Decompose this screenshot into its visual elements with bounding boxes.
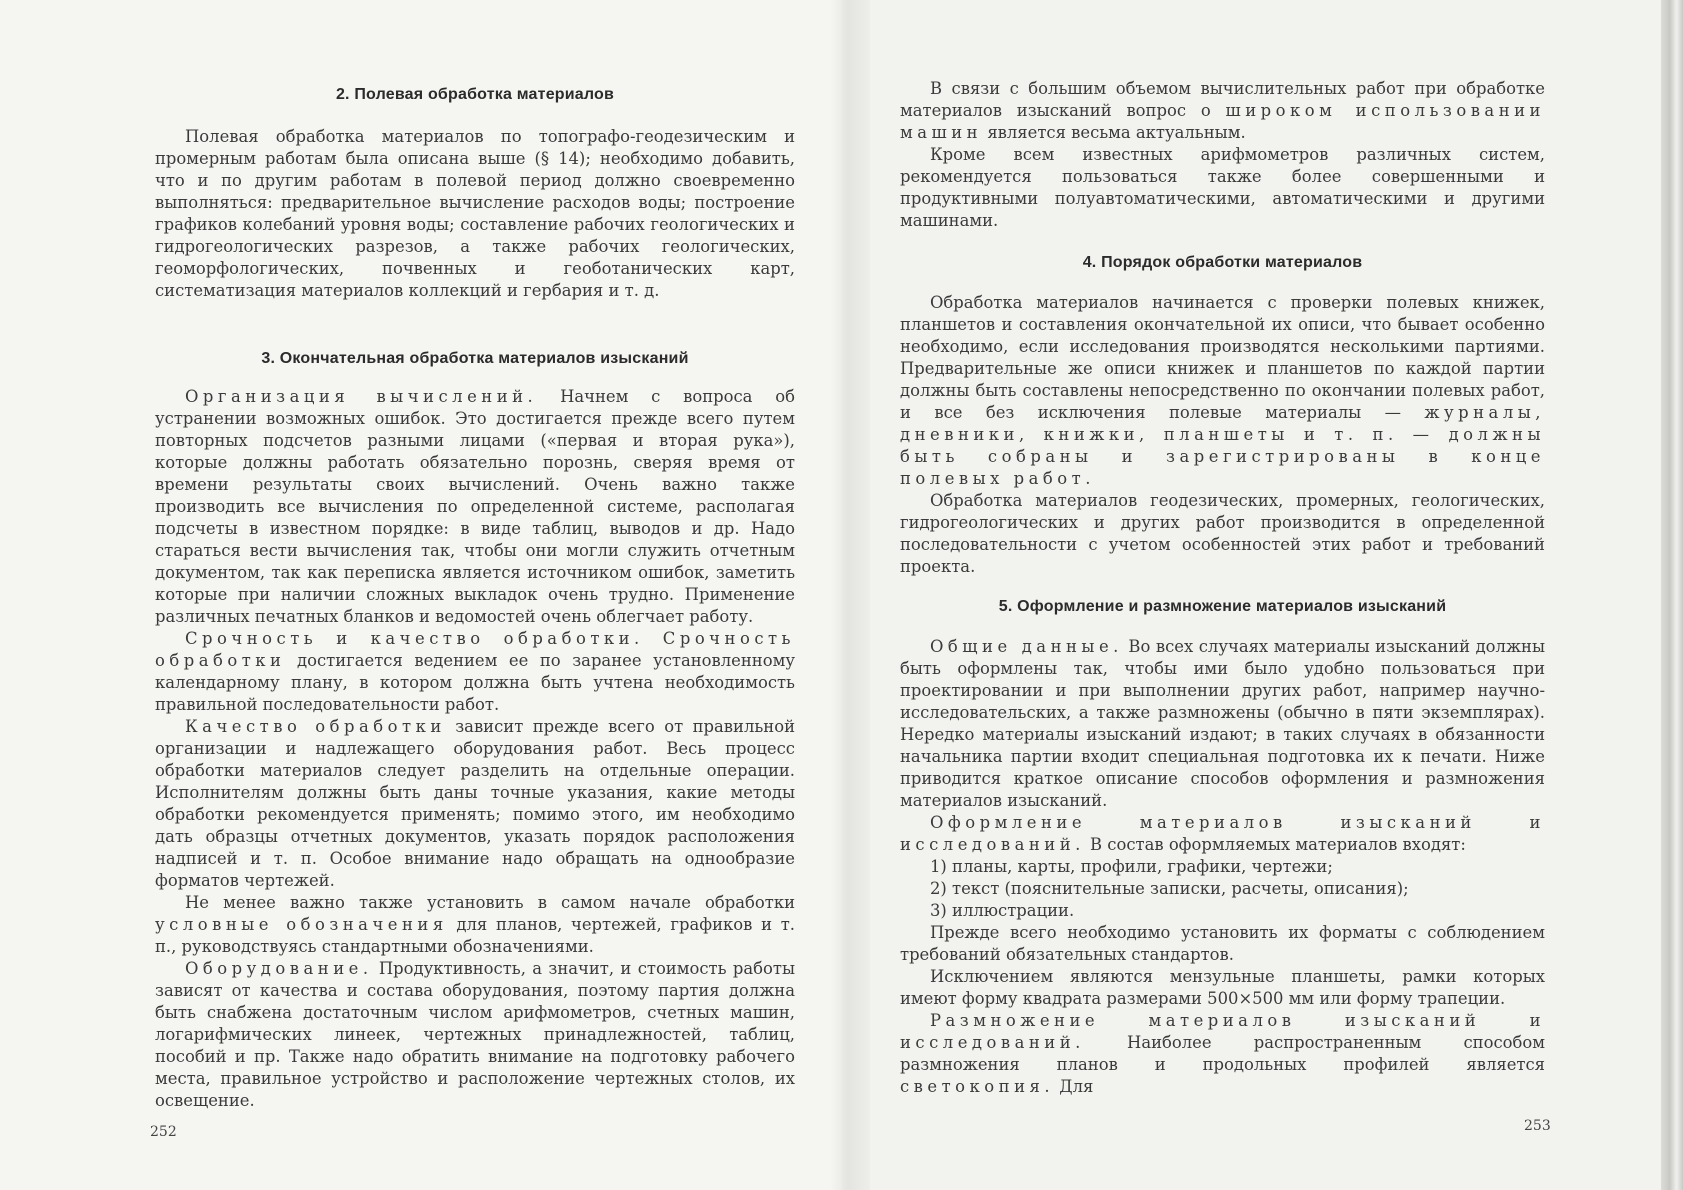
formatting-text: В состав оформляемых материалов входят: [1084, 835, 1466, 854]
materials-list [900, 856, 1545, 922]
symbols-text-a: Не менее важно также установить в самом начале обработки [185, 893, 795, 912]
right-page [842, 0, 1683, 1190]
exceptions-paragraph: Исключением являются мензульные планшеты, рамки которых имеют форму квадрата размерами 500×500 мм или форму трапеции. [900, 967, 1545, 1008]
section-5-body [900, 636, 1545, 1098]
list-item: 2) текст (пояснительные записки, расчеты, описания); [930, 879, 1409, 898]
equipment-text: Продуктивность, а значит, и стоимость работы зависят от качества и состава оборудования, поэтому партия должна быть снабжена достаточным числом арифмометров, счетных машин, логарифмических линеек, чертежных принадлежностей, таблиц, пособий и пр. Также надо обратить внимание на подготовку рабочего места, правильное устройство и расположение чертежных столов, их освещение. [155, 959, 795, 1110]
section-4-body [900, 292, 1545, 578]
urgency-lead: Срочность и качество обработки. [185, 629, 644, 648]
computations-paragraph [155, 386, 795, 628]
general-paragraph [900, 636, 1545, 812]
machines-text-b: является весьма актуальным. [982, 123, 1246, 142]
reproduction-text-a: Наиболее распространенным способом размножения планов и продольных профилей является [900, 1033, 1545, 1074]
list-item: 1) планы, карты, профили, графики, чертежи; [930, 857, 1333, 876]
left-page-number: 252 [150, 1124, 177, 1140]
section-2-paragraph: Полевая обработка материалов по топографо-геодезическим и промерным работам была описана выше (§ 14); необходимо добавить, что и по другим работам в полевой период должно своевременно выполняться: предварительное вычисление расходов воды; построение графиков колебаний уровня воды; составление рабочих геологических и гидрогеологических разрезов, а также рабочих геологических, геоморфологических, почвенных и геоботанических карт, систематизация материалов коллекций и гербария и т. д. [155, 127, 795, 300]
symbols-lead: условные обозначения [155, 915, 448, 934]
equipment-paragraph [155, 958, 795, 1112]
arithmometers-paragraph: Кроме всем известных арифмометров различных систем, рекомендуется пользоваться также более совершенными и продуктивными полуавтоматическими, автоматическими и другими машинами. [900, 145, 1545, 230]
machines-text-a: В связи с большим объемом вычислительных работ при обработке материалов изысканий вопрос о [900, 79, 1545, 120]
formatting-lead: Оформление материалов изысканий и исследований. [900, 813, 1545, 854]
formatting-paragraph [900, 812, 1545, 856]
computations-lead: Организация вычислений. [185, 387, 538, 406]
intro-block [900, 78, 1545, 232]
section-2-heading: 2. Полевая обработка материалов [335, 86, 615, 103]
book-gutter [830, 0, 870, 1190]
right-page-number: 253 [1524, 1118, 1551, 1134]
quality-text: зависит прежде всего от правильной организации и надлежащего оборудования работ. Весь процесс обработки материалов следует разделить на отдельные операции. Исполнителям должны быть даны точные указания, какие методы обработки рекомендуется применять; помимо этого, им необходимо дать образцы отчетных документов, указать порядок расположения надписей и т. п. Особое внимание надо обращать на однообразие форматов чертежей. [155, 717, 795, 890]
reproduction-paragraph [900, 1010, 1545, 1098]
symbols-paragraph [155, 892, 795, 958]
machines-paragraph [900, 78, 1545, 144]
reproduction-text-b: Для [1054, 1077, 1094, 1096]
urgency-lead-2: Срочность обработки [155, 629, 795, 670]
order-paragraph [900, 292, 1545, 490]
reproduction-lead: Размножение материалов изысканий и исследований. [900, 1011, 1545, 1052]
equipment-lead: Оборудование. [185, 959, 373, 978]
urgency-paragraph [155, 628, 795, 716]
quality-paragraph [155, 716, 795, 892]
order-text: Обработка материалов начинается с проверки полевых книжек, планшетов и составления окончательной их описи, что бывает особенно необходимо, если исследования производятся несколькими партиями. Предварительные же описи книжек и планшетов по каждой партии должны быть составлены непосредственно по окончании полевых работ, и все без исключения полевые материалы — [900, 293, 1545, 422]
section-4-heading: 4. Порядок обработки материалов [1082, 254, 1363, 271]
symbols-text-b: для планов, чертежей, графиков и т. п., руководствуясь стандартными обозначениями. [155, 915, 795, 956]
order-lead: журналы, дневники, книжки, планшеты и т. п. — должны быть собраны и зарегистрированы в конце полевых работ. [900, 403, 1545, 488]
list-item: 3) иллюстрации. [930, 901, 1075, 920]
processing-paragraph: Обработка материалов геодезических, промерных, геологических, гидрогеологических и других работ производится в определенной последовательности с учетом особенностей этих работ и требований проекта. [900, 491, 1545, 576]
general-lead: Общие данные. [930, 637, 1123, 656]
section-5-heading: 5. Оформление и размножение материалов изысканий [998, 598, 1447, 615]
section-3-body [155, 386, 795, 1112]
general-text: Во всех случаях материалы изысканий должны быть оформлены так, чтобы ими было удобно пользоваться при проектировании и при выполнении других работ, например научно-исследовательских, а также размножены (обычно в пяти экземплярах). Нередко материалы изысканий издают; в таких случаях в обязанности начальника партии входит специальная подготовка их к печати. Ниже приводится краткое описание способов оформления и размножения материалов изысканий. [900, 637, 1546, 810]
urgency-text: достигается ведением ее по заранее установленному календарному плану, в котором должна быть учтена необходимость правильной последовательности работ. [155, 651, 795, 714]
formats-paragraph: Прежде всего необходимо установить их форматы с соблюдением требований обязательных стандартов. [900, 923, 1545, 964]
page-edge-shadow [1661, 0, 1683, 1190]
quality-lead: Качество обработки [185, 717, 446, 736]
computations-text: Начнем с вопроса об устранении возможных ошибок. Это достигается прежде всего путем повторных подсчетов разными лицами («первая и вторая рука»), которые должны работать обязательно порознь, сверяя время от времени результаты своих вычислений. Очень важно также производить все вычисления по определенной системе, располагая подсчеты в известном порядке: в виде таблиц, выводов и др. Надо стараться вести вычисления так, чтобы они могли служить отчетным документом, так как переписка является источником ошибок, заметить которые при наличии сложных выкладок очень трудно. Применение различных печатных бланков и ведомостей очень облегчает работу. [155, 387, 795, 626]
machines-lead: широком использовании машин [900, 101, 1545, 142]
section-3-heading: 3. Окончательная обработка материалов изысканий [261, 350, 689, 367]
reproduction-lead-2: светокопия. [900, 1077, 1055, 1096]
